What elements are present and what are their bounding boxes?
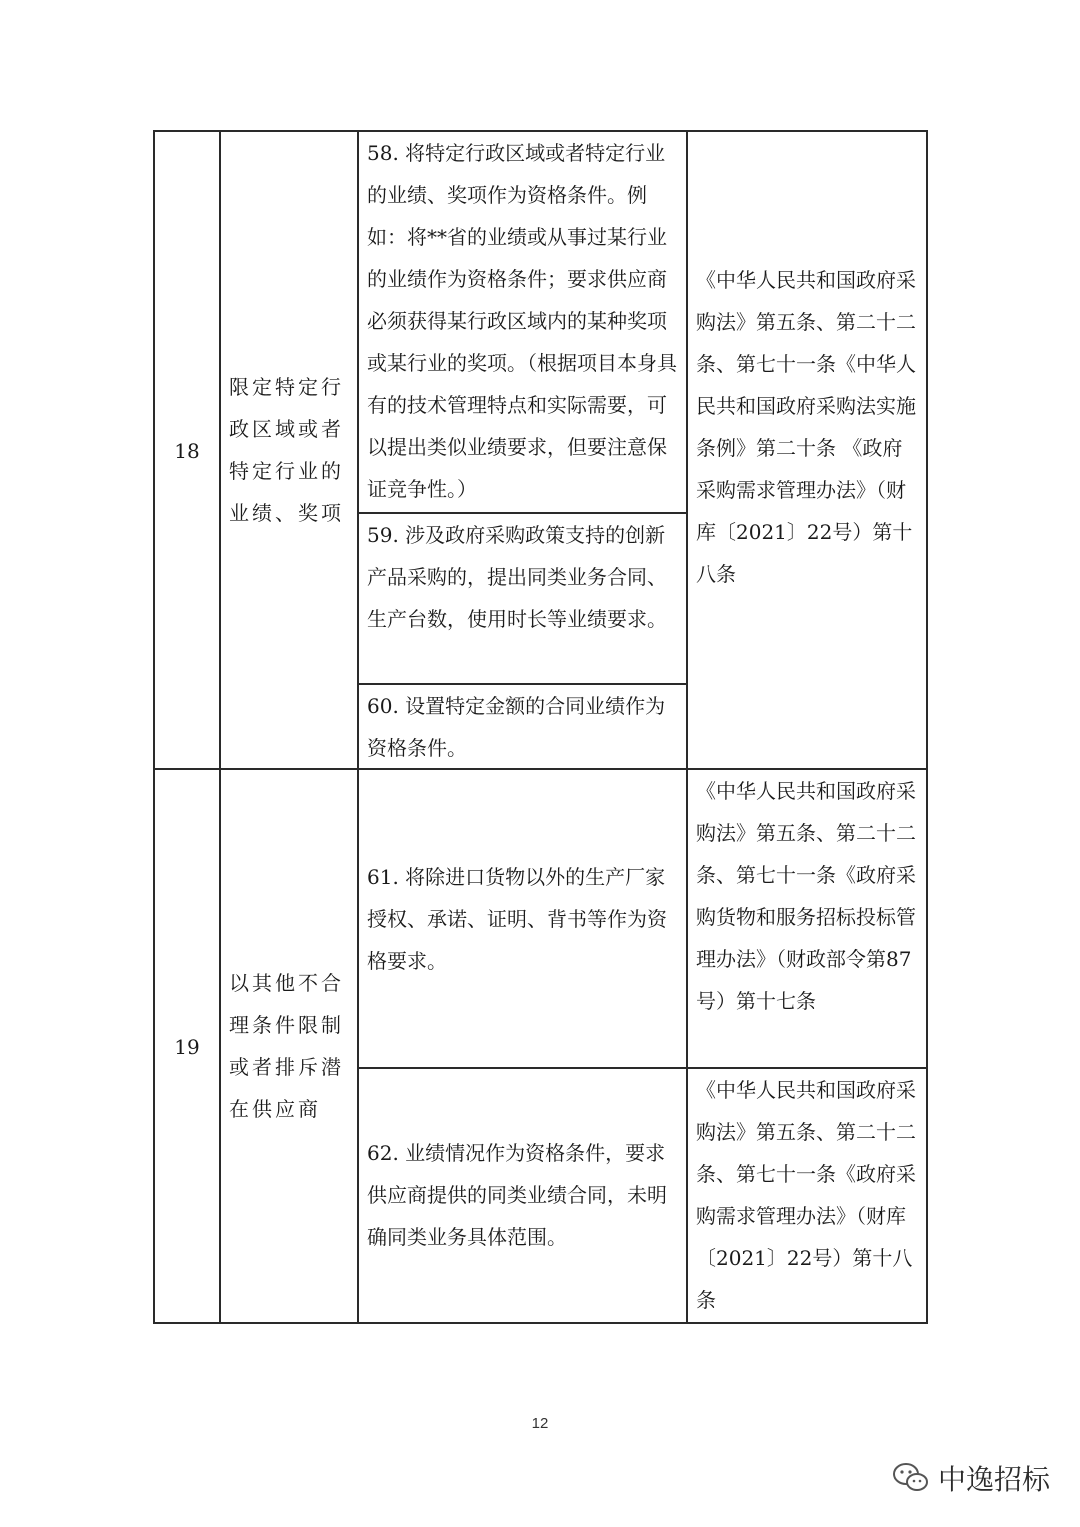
requirement-item: 61. 将除进口货物以外的生产厂家授权、承诺、证明、背书等作为资格要求。 — [367, 865, 667, 973]
requirement-item: 59. 涉及政府采购政策支持的创新产品采购的，提出同类业务合同、生产台数，使用时长等业绩要求。 — [367, 523, 667, 631]
row-category: 限定特定行政区域或者特定行业的业绩、奖项 — [229, 375, 344, 525]
row-number: 18 — [174, 439, 200, 463]
column-divider — [357, 130, 359, 1324]
table-border-bottom — [153, 1322, 928, 1324]
table-border-left — [153, 130, 155, 1324]
column-divider — [686, 130, 688, 1324]
legal-basis: 《中华人民共和国政府采购法》第五条、第二十二条、第七十一条《政府采购货物和服务招标投标管理办法》（财政部令第87号）第十七条 — [696, 779, 916, 1013]
row-number: 19 — [174, 1035, 200, 1059]
requirement-item: 60. 设置特定金额的合同业绩作为资格条件。 — [367, 694, 666, 760]
column-divider — [219, 130, 221, 1324]
legal-basis: 《中华人民共和国政府采购法》第五条、第二十二条、第七十一条《中华人民共和国政府采购法实施条例》第二十条 《政府采购需求管理办法》（财库〔2021〕22号）第十八条 — [696, 268, 916, 586]
requirement-item: 58. 将特定行政区域或者特定行业的业绩、奖项作为资格条件。例如：将**省的业绩或从事过某行业的业绩作为资格条件；要求供应商必须获得某行政区域内的某种奖项或某行业的奖项。（根据项目本身具有的技术管理特点和实际需要，可以提出类似业绩要求，但要注意保证竞争性。） — [367, 141, 677, 501]
watermark-text: 中逸招标 — [938, 1463, 1051, 1496]
legal-basis: 《中华人民共和国政府采购法》第五条、第二十二条、第七十一条《政府采购需求管理办法》（财库〔2021〕22号）第十八条 — [696, 1078, 916, 1312]
row-category: 以其他不合理条件限制或者排斥潜在供应商 — [229, 971, 344, 1121]
requirement-item: 62. 业绩情况作为资格条件，要求供应商提供的同类业绩合同，未明确同类业务具体范围。 — [367, 1141, 667, 1249]
page-number: 12 — [531, 1415, 549, 1432]
watermark — [892, 1458, 1050, 1498]
wechat-icon — [892, 1462, 930, 1494]
table-border-right — [926, 130, 928, 1324]
